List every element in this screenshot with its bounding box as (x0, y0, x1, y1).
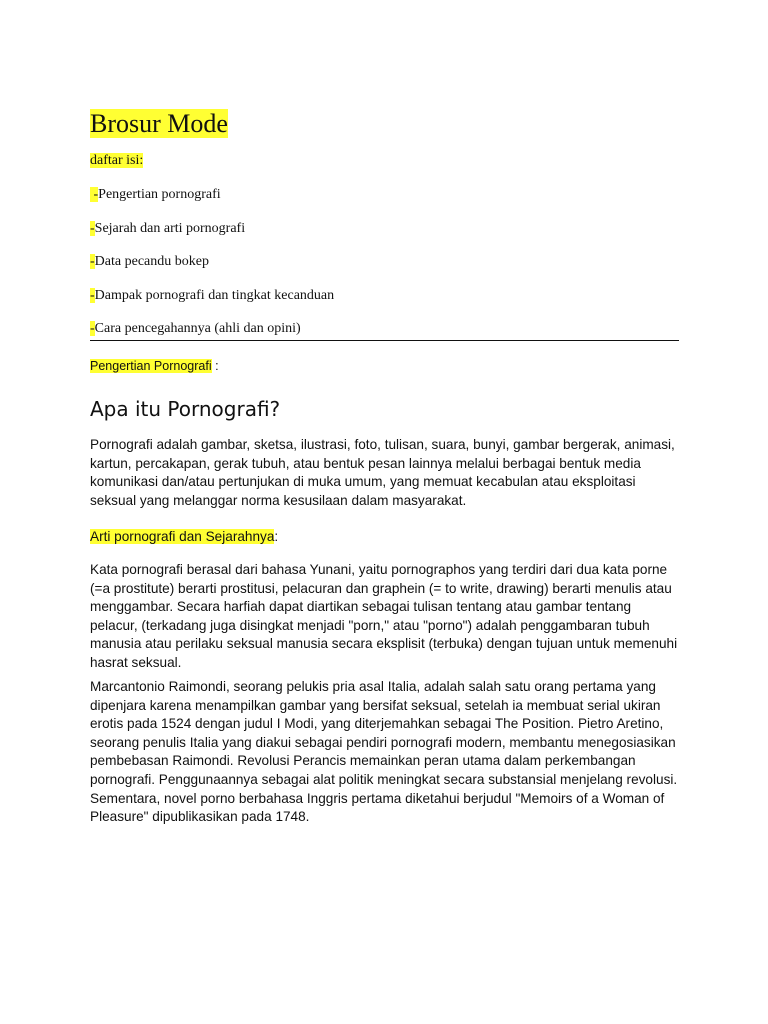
toc-label-highlight: daftar isi: (90, 153, 144, 168)
toc-item (90, 253, 209, 271)
toc-dash-highlight: - (90, 321, 95, 336)
toc-item-text: Data pecandu bokep (94, 254, 209, 269)
section-label-suffix: : (211, 359, 219, 373)
toc-item (90, 220, 245, 238)
paragraph-history: Marcantonio Raimondi, seorang pelukis pria asal Italia, adalah salah satu orang pertama yang dipenjara karena menampilkan gambar yang bersifat seksual, setelah ia membuat serial ukiran erotis pada 1524 dengan judul I Modi, yang diterjemahkan sebagai The Position. Pietro Aretino, seorang penulis Italia yang diakui sebagai pendiri pornografi modern, membantu menegosiasikan pembebasan Raimondi. Revolusi Perancis memainkan peran utama dalam perkembangan pornografi. Penggunaannya sebagai alat politik meningkat secara substansial menjelang revolusi. Sementara, novel porno berbahasa Inggris pertama diketahui berjudul "Memoirs of a Woman of Pleasure" dipublikasikan pada 1748. (90, 679, 678, 825)
toc-dash-highlight: - (90, 254, 95, 269)
toc-label (90, 152, 143, 170)
toc-dash-highlight: - (90, 187, 99, 202)
section-label-highlight: Arti pornografi dan Sejarahnya (90, 529, 275, 544)
toc-item-text: Pengertian pornografi (98, 187, 221, 202)
toc-dash-highlight: - (90, 221, 95, 236)
title-highlight: Brosur Mode (90, 109, 228, 138)
toc-dash-highlight: - (90, 288, 95, 303)
section-label-sejarah (90, 528, 278, 546)
section-label-pengertian (90, 358, 219, 374)
section-heading: Apa itu Pornografi? (90, 397, 281, 421)
toc-item (90, 320, 301, 338)
toc-item-text: Sejarah dan arti pornografi (94, 221, 246, 236)
toc-item (90, 287, 334, 305)
paragraph-etymology: Kata pornografi berasal dari bahasa Yunani, yaitu pornographos yang terdiri dari dua kata porne (=a prostitute) berarti prostitusi, pelacuran dan graphein (= to write, drawing) berarti menulis atau menggambar. Secara harfiah dapat diartikan sebagai tulisan tentang atau gambar tentang pelacur, (terkadang juga disingkat menjadi "porn," atau "porno") adalah penggambaran tubuh manusia atau perilaku seksual manusia secara eksplisit (terbuka) dengan tujuan untuk memenuhi hasrat seksual. (90, 562, 678, 670)
toc-item (90, 186, 221, 204)
toc-item-text: Cara pencegahannya (ahli dan opini) (94, 321, 301, 336)
document-title (90, 108, 228, 140)
section-label-highlight: Pengertian Pornografi (90, 359, 212, 373)
section-divider (90, 340, 679, 341)
toc-item-text: Dampak pornografi dan tingkat kecanduan (94, 288, 335, 303)
section-label-suffix: : (274, 529, 279, 544)
paragraph-definition: Pornografi adalah gambar, sketsa, ilustrasi, foto, tulisan, suara, bunyi, gambar bergerak, animasi, kartun, percakapan, gerak tubuh, atau bentuk pesan lainnya melalui berbagai bentuk media komunikasi dan/atau pertunjukan di muka umum, yang memuat kecabulan atau eksploitasi seksual yang melanggar norma kesusilaan dalam masyarakat. (90, 437, 675, 508)
